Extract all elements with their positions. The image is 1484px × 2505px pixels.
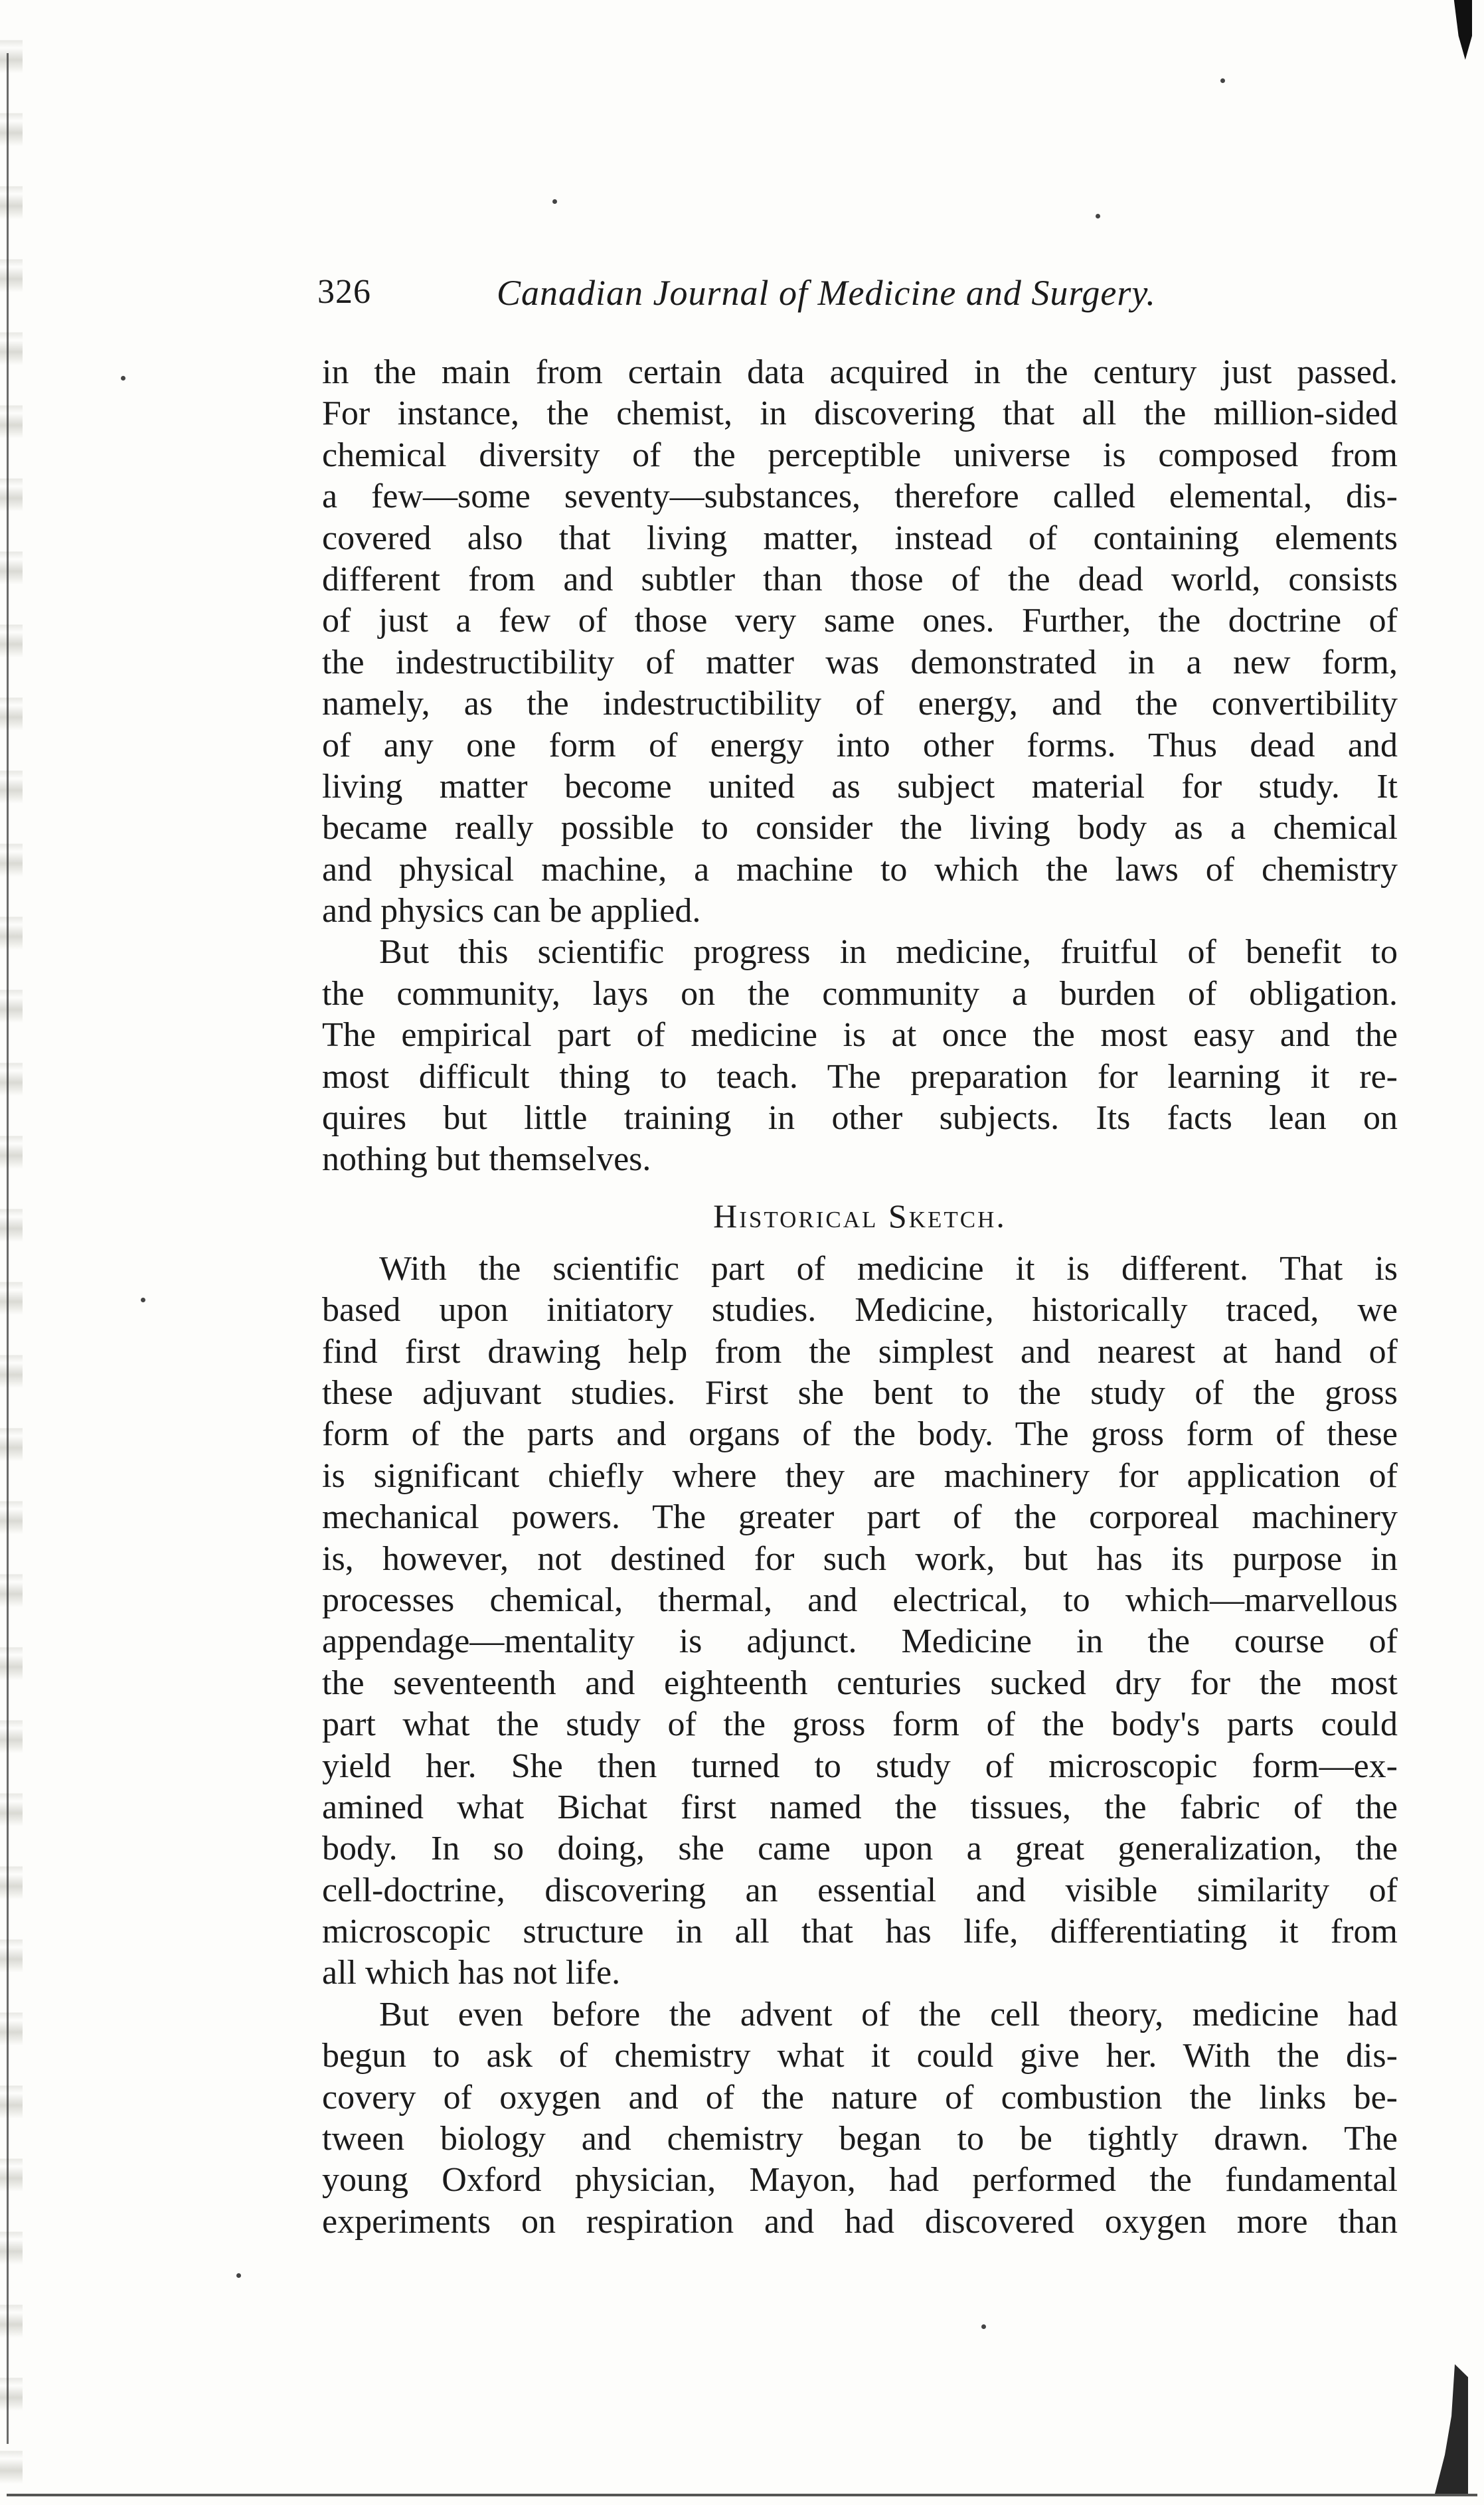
text-line: For instance, the chemist, in discovering that all the million-sided <box>322 394 1398 433</box>
text-line: and physical machine, a machine to which the laws of chemistry <box>322 850 1398 889</box>
text-line: With the scientific part of medicine it is different. That is <box>379 1249 1398 1288</box>
stray-mark <box>141 1298 145 1302</box>
stray-mark <box>236 2273 241 2278</box>
text-line: begun to ask of chemistry what it could give her. With the dis- <box>322 2037 1398 2075</box>
text-line: of just a few of those very same ones. Further, the doctrine of <box>322 602 1398 640</box>
text-line: based upon initiatory studies. Medicine, historically traced, we <box>322 1291 1398 1330</box>
text-line: part what the study of the gross form of the body's parts could <box>322 1705 1398 1744</box>
text-line: quires but little training in other subjects. Its facts lean on <box>322 1099 1398 1138</box>
text-line: amined what Bichat first named the tissues, the fabric of the <box>322 1788 1398 1826</box>
text-line: covered also that living matter, instead of containing elements <box>322 519 1398 557</box>
text-line: But this scientific progress in medicine, fruitful of benefit to <box>379 933 1398 972</box>
text-line: microscopic structure in all that has life, differentiating it from <box>322 1913 1398 1951</box>
text-line: of any one form of energy into other forms. Thus dead and <box>322 726 1398 764</box>
text-line: But even before the advent of the cell theory, medicine had <box>379 1995 1398 2033</box>
stray-mark <box>1096 214 1100 218</box>
page-binding-edge <box>0 0 23 2505</box>
text-line: is, however, not destined for such work, but has its purpose in <box>322 1539 1398 1578</box>
text-line: form of the parts and organs of the body. The gross form of these <box>322 1415 1398 1454</box>
scan-artifact-bottom <box>1435 2364 1468 2494</box>
text-line: young Oxford physician, Mayon, had performed the fundamental <box>322 2161 1398 2200</box>
text-line: most difficult thing to teach. The preparation for learning it re- <box>322 1057 1398 1096</box>
stray-mark <box>1220 78 1225 83</box>
paragraph <box>322 932 1398 1180</box>
text-line: cell-doctrine, discovering an essential and visible similarity of <box>322 1871 1398 1909</box>
text-line: covery of oxygen and of the nature of combustion the links be- <box>322 2078 1398 2116</box>
text-line: nothing but themselves. <box>322 1140 651 1179</box>
page-header <box>317 267 1394 320</box>
stray-mark <box>981 2324 986 2329</box>
text-line: the community, lays on the community a burden of obligation. <box>322 974 1398 1013</box>
text-line: and physics can be applied. <box>322 892 701 930</box>
text-line: appendage—mentality is adjunct. Medicine in the course of <box>322 1622 1398 1661</box>
text-line: these adjuvant studies. First she bent to the study of the gross <box>322 1373 1398 1412</box>
text-line: the indestructibility of matter was demonstrated in a new form, <box>322 643 1398 681</box>
text-line: the seventeenth and eighteenth centuries sucked dry for the most <box>322 1664 1398 1702</box>
page-number: 326 <box>317 273 371 311</box>
text-line: is significant chiefly where they are machinery for application of <box>322 1456 1398 1495</box>
scan-artifact-top <box>1449 0 1472 60</box>
paragraph <box>322 1994 1398 2243</box>
paragraph <box>322 352 1398 932</box>
page-bottom-border <box>7 2494 1477 2496</box>
stray-mark <box>121 376 125 381</box>
text-line: The empirical part of medicine is at once the most easy and the <box>322 1016 1398 1055</box>
text-line: different from and subtler than those of the dead world, consists <box>322 560 1398 598</box>
text-line: yield her. She then turned to study of microscopic form—ex- <box>322 1747 1398 1785</box>
text-line: find first drawing help from the simplest and nearest at hand of <box>322 1332 1398 1371</box>
text-line: body. In so doing, she came upon a great generalization, the <box>322 1830 1398 1868</box>
text-line: processes chemical, thermal, and electrical, to which—marvellous <box>322 1581 1398 1619</box>
section-heading: Historical Sketch. <box>713 1197 1007 1235</box>
text-line: experiments on respiration and had discovered oxygen more than <box>322 2202 1398 2241</box>
article-body <box>322 352 1398 2243</box>
page-left-border <box>7 53 9 2444</box>
text-line: living matter become united as subject material for study. It <box>322 767 1398 806</box>
text-line: became really possible to consider the living body as a chemical <box>322 809 1398 847</box>
text-line: namely, as the indestructibility of energy, and the convertibility <box>322 685 1398 723</box>
stray-mark <box>552 199 557 204</box>
text-line: chemical diversity of the perceptible universe is composed from <box>322 436 1398 474</box>
text-line: a few—some seventy—substances, therefore called elemental, dis- <box>322 477 1398 516</box>
text-line: mechanical powers. The greater part of the corporeal machinery <box>322 1498 1398 1537</box>
running-title: Canadian Journal of Medicine and Surgery. <box>497 273 1156 313</box>
text-line: all which has not life. <box>322 1954 621 1992</box>
text-line: in the main from certain data acquired in the century just passed. <box>322 353 1398 391</box>
paragraph <box>322 1249 1398 1994</box>
text-line: tween biology and chemistry began to be tightly drawn. The <box>322 2120 1398 2158</box>
